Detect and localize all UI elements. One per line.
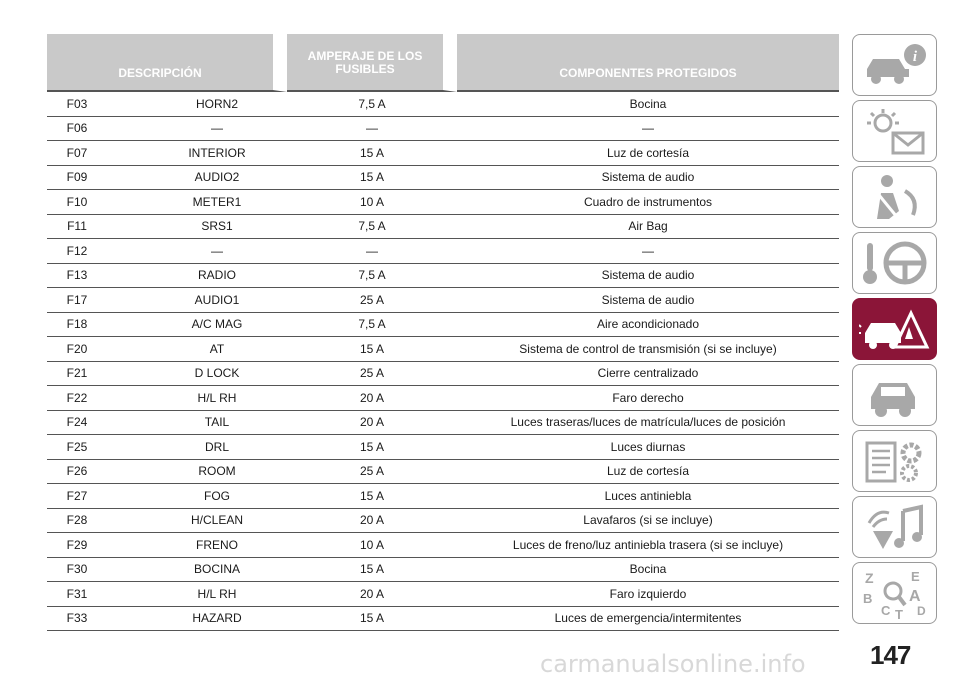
fuse-description: METER1 [147,190,287,215]
fuse-code: F10 [47,190,147,215]
fuse-code: F25 [47,435,147,460]
protected-component: Faro derecho [457,386,839,411]
tab-index[interactable] [852,562,937,624]
fuse-description: HORN2 [147,92,287,117]
table-row [47,239,839,264]
protected-component: Cuadro de instrumentos [457,190,839,215]
fuse-description: BOCINA [147,558,287,583]
table-row [47,386,839,411]
fuse-amperage: 15 A [287,558,457,583]
emergency-car-icon [859,303,931,355]
tab-emergency[interactable] [852,298,937,360]
fuse-code: F33 [47,607,147,632]
table-row [47,582,839,607]
fuse-code: F17 [47,288,147,313]
fuse-amperage: 7,5 A [287,313,457,338]
protected-component: Luces de emergencia/intermitentes [457,607,839,632]
fuse-amperage: 15 A [287,141,457,166]
protected-component: Air Bag [457,215,839,240]
protected-component: Luces de freno/luz antiniebla trasera (si se incluye) [457,533,839,558]
protected-component: Sistema de audio [457,166,839,191]
fuse-description: SRS1 [147,215,287,240]
index-letter: A [908,588,921,605]
fuse-amperage: 10 A [287,190,457,215]
index-letter: C [880,603,890,618]
fuse-description: H/CLEAN [147,509,287,534]
protected-component: Luces antiniebla [457,484,839,509]
fuse-description: FRENO [147,533,287,558]
fuse-description: AT [147,337,287,362]
key-steering-wheel-icon [859,237,931,289]
tab-car-info[interactable] [852,34,937,96]
fuse-description: ROOM [147,460,287,485]
header-components: COMPONENTES PROTEGIDOS [457,34,839,92]
chapter-tabs [852,34,939,628]
fuse-description: — [147,239,287,264]
fuse-code: F06 [47,117,147,142]
fuse-code: F07 [47,141,147,166]
protected-component: — [457,117,839,142]
fuse-table [47,34,839,631]
protected-component: Luz de cortesía [457,460,839,485]
fuse-amperage: 15 A [287,166,457,191]
fuse-code: F30 [47,558,147,583]
protected-component: Luces diurnas [457,435,839,460]
fuse-description: INTERIOR [147,141,287,166]
fuse-code: F12 [47,239,147,264]
fuse-code: F13 [47,264,147,289]
fuse-amperage: 25 A [287,288,457,313]
fuse-amperage: 15 A [287,435,457,460]
table-row [47,288,839,313]
fuse-amperage: 15 A [287,607,457,632]
table-row [47,166,839,191]
fuse-code: F20 [47,337,147,362]
fuse-amperage: 10 A [287,533,457,558]
table-row [47,484,839,509]
fuse-amperage: 7,5 A [287,264,457,289]
index-letter: E [910,569,920,584]
index-letter: B [862,591,872,606]
table-body [47,92,839,631]
protected-component: Luces traseras/luces de matrícula/luces de posición [457,411,839,436]
fuse-description: — [147,117,287,142]
header-amperage: AMPERAJE DE LOS FUSIBLES [287,34,457,92]
fuse-description: H/L RH [147,386,287,411]
fuse-amperage: 25 A [287,460,457,485]
fuse-amperage: — [287,239,457,264]
fuse-amperage: 15 A [287,337,457,362]
fuse-amperage: 7,5 A [287,92,457,117]
tab-warning-lights[interactable] [852,100,937,162]
table-row [47,337,839,362]
fuse-amperage: 20 A [287,582,457,607]
fuse-code: F03 [47,92,147,117]
protected-component: Lavafaros (si se incluye) [457,509,839,534]
protected-component: Bocina [457,558,839,583]
fuse-code: F29 [47,533,147,558]
fuse-amperage: 20 A [287,509,457,534]
table-row [47,607,839,632]
table-row [47,190,839,215]
header-description: DESCRIPCIÓN [47,34,287,92]
fuse-amperage: 20 A [287,411,457,436]
alphabetical-index-icon [859,567,931,619]
fuse-description: DRL [147,435,287,460]
table-row [47,533,839,558]
page-number: 147 [870,640,911,670]
protected-component: Bocina [457,92,839,117]
protected-component: Sistema de audio [457,264,839,289]
index-letter: T [894,607,903,619]
tab-maintenance[interactable] [852,364,937,426]
table-row [47,92,839,117]
fuse-description: D LOCK [147,362,287,387]
fuse-description: FOG [147,484,287,509]
warning-lights-icon [859,105,931,157]
car-maintenance-icon [859,369,931,421]
fuse-code: F21 [47,362,147,387]
fuse-amperage: 15 A [287,484,457,509]
table-row [47,141,839,166]
fuse-description: H/L RH [147,582,287,607]
fuse-code: F27 [47,484,147,509]
index-letter: D [916,604,926,618]
fuse-code: F28 [47,509,147,534]
index-letter: Z [864,570,874,586]
fuse-code: F26 [47,460,147,485]
table-row [47,264,839,289]
table-row [47,411,839,436]
table-row [47,117,839,142]
fuse-amperage: 25 A [287,362,457,387]
fuse-code: F22 [47,386,147,411]
tab-multimedia[interactable] [852,496,937,558]
table-header-row [47,34,839,92]
table-row [47,509,839,534]
fuse-amperage: — [287,117,457,142]
fuse-description: HAZARD [147,607,287,632]
fuse-code: F11 [47,215,147,240]
protected-component: — [457,239,839,264]
table-row [47,215,839,240]
fuse-amperage: 7,5 A [287,215,457,240]
fuse-description: A/C MAG [147,313,287,338]
fuse-description: RADIO [147,264,287,289]
multimedia-music-icon [859,501,931,553]
protected-component: Aire acondicionado [457,313,839,338]
fuse-code: F18 [47,313,147,338]
fuse-description: AUDIO2 [147,166,287,191]
svg-text:i: i [912,49,917,65]
protected-component: Faro izquierdo [457,582,839,607]
table-row [47,362,839,387]
table-row [47,460,839,485]
fuse-description: TAIL [147,411,287,436]
tab-technical-data[interactable] [852,430,937,492]
specifications-gear-icon [859,435,931,487]
car-info-icon [859,39,931,91]
fuse-code: F24 [47,411,147,436]
protected-component: Sistema de audio [457,288,839,313]
fuse-code: F09 [47,166,147,191]
protected-component: Cierre centralizado [457,362,839,387]
table-row [47,435,839,460]
protected-component: Sistema de control de transmisión (si se incluye) [457,337,839,362]
seat-belt-airbag-icon [859,171,931,223]
fuse-amperage: 20 A [287,386,457,411]
table-row [47,558,839,583]
fuse-description: AUDIO1 [147,288,287,313]
tab-starting-driving[interactable] [852,232,937,294]
tab-safety[interactable] [852,166,937,228]
protected-component: Luz de cortesía [457,141,839,166]
fuse-code: F31 [47,582,147,607]
table-row [47,313,839,338]
watermark-text: carmanualsonline.info [540,650,806,678]
